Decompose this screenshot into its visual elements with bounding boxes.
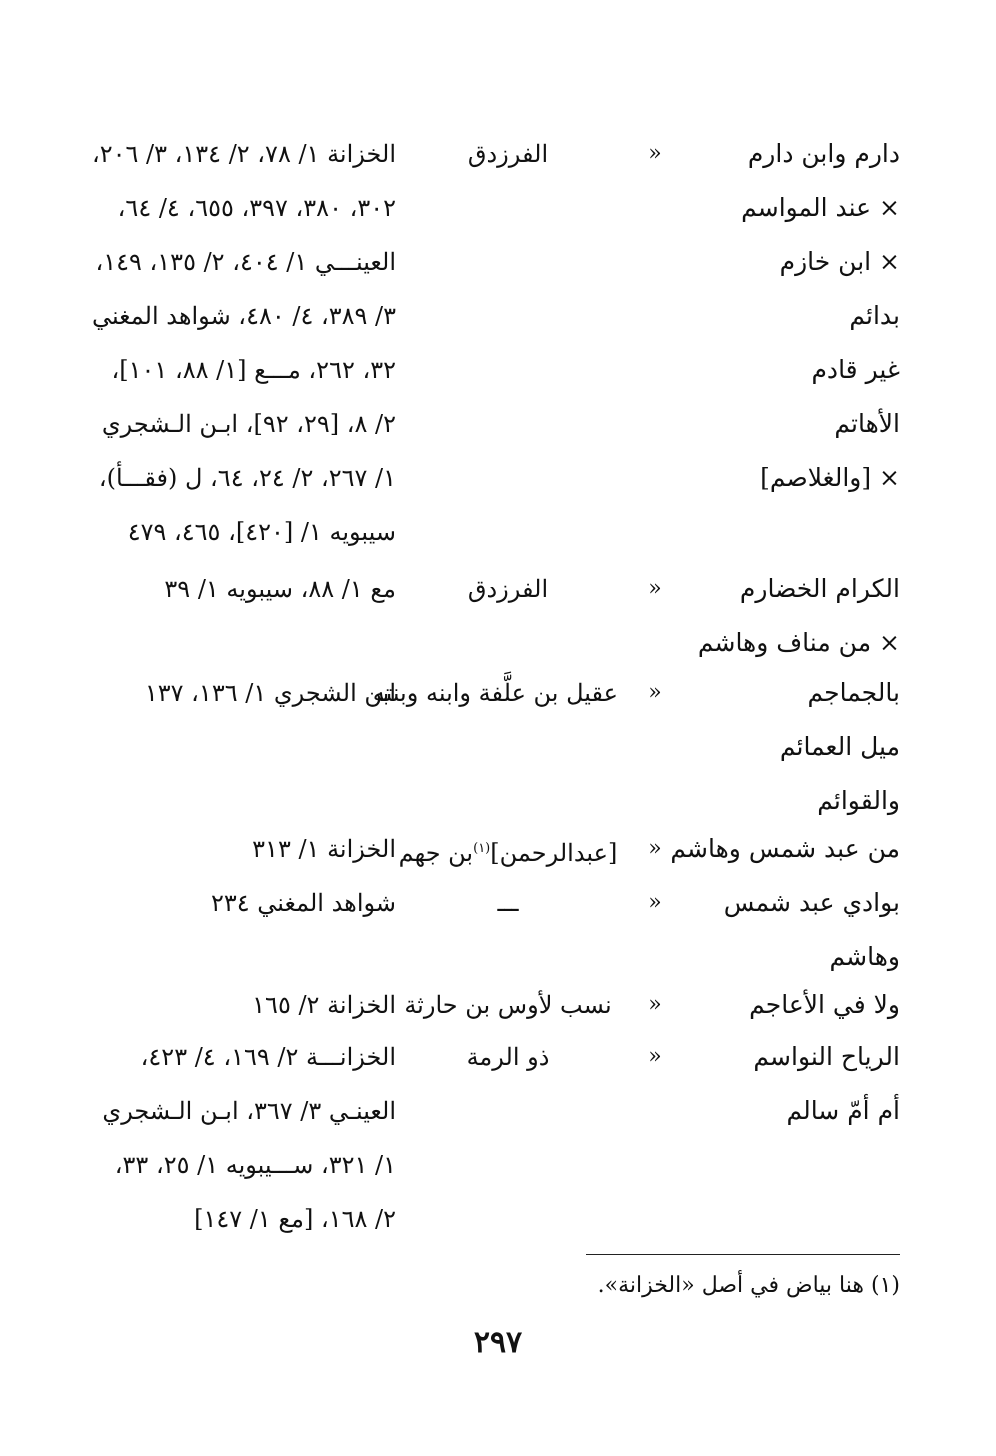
source-reference: ٣٢، ٢٦٢، مـــع [١/ ٨٨، ١٠١]، [111, 356, 396, 384]
entry-line [0, 181, 996, 235]
rhyme-text: × [والغلاصم] [760, 463, 900, 492]
source-reference: العينـــي ١/ ٤٠٤، ٢/ ١٣٥، ١٤٩، [95, 248, 396, 276]
source-reference: ١/ ٢٦٧، ٢/ ٢٤، ٦٤، ل (فقـــأ)، [98, 464, 396, 492]
footnote: (١) هنا بياض في أصل «الخزانة». [597, 1273, 900, 1298]
source-reference: الخزانة ١/ ٣١٣ [252, 835, 396, 863]
rhyme-text [710, 1138, 900, 1192]
source-reference: الخزانة ٢/ ١٦٥ [252, 991, 396, 1019]
ditto-mark: « [648, 576, 662, 601]
entry-line [0, 822, 996, 876]
entry-line [0, 1138, 996, 1192]
page-number: ٢٩٧ [473, 1325, 523, 1360]
poet-name [398, 822, 618, 876]
entry-line [0, 876, 996, 930]
source-reference [60, 720, 396, 774]
entry-line [0, 451, 996, 505]
source-reference [60, 616, 396, 670]
entry-line [0, 1192, 996, 1246]
ditto-mark: « [648, 992, 662, 1017]
source-reference: سيبويه ١/ [٤٢٠]، ٤٦٥، ٤٧٩ [127, 518, 396, 546]
entry-line [0, 289, 996, 343]
source-reference: شواهد المغني ٢٣٤ [210, 889, 396, 917]
ditto-mark: « [648, 890, 662, 915]
footnote-divider [586, 1254, 900, 1255]
ditto-mark: « [648, 680, 662, 705]
rhyme-text: وهاشم [829, 942, 900, 971]
entry-line [0, 343, 996, 397]
rhyme-text: من عبد شمس وهاشم [670, 834, 900, 863]
rhyme-text: بدائم [849, 301, 900, 330]
rhyme-text: الأهاتم [834, 409, 900, 438]
entry-line [0, 397, 996, 451]
rhyme-text: الكرام الخضارم [739, 574, 900, 603]
source-reference: ٣/ ٣٨٩، ٤/ ٤٨٠، شواهد المغني [91, 302, 396, 330]
rhyme-text [710, 1192, 900, 1246]
source-reference: ٢/ ٨، [٢٩، ٩٢]، ابـن الـشجري [101, 410, 396, 438]
entry-line [0, 1084, 996, 1138]
entry-line [0, 505, 996, 559]
poet-name-text: ـــ [497, 889, 519, 917]
entry-line [0, 720, 996, 774]
poet-name-text: الفرزدق [467, 140, 549, 168]
rhyme-text: غير قادم [811, 355, 900, 384]
footnote-marker: (١) [473, 841, 491, 856]
entry-line [0, 235, 996, 289]
ditto-mark: « [648, 141, 662, 166]
rhyme-text: ميل العمائم [779, 732, 900, 761]
rhyme-text: بوادي عبد شمس [723, 888, 900, 917]
rhyme-text: × ابن خازم [779, 247, 900, 276]
source-reference: ٢/ ١٦٨، [مع ١/ ١٤٧] [194, 1205, 396, 1233]
entry-line [0, 666, 996, 720]
rhyme-text: بالجماجم [807, 678, 900, 707]
entry-line [0, 978, 996, 1032]
poet-name [398, 562, 618, 616]
source-reference: ٣٠٢، ٣٨٠، ٣٩٧، ٦٥٥، ٤/ ٦٤، [117, 194, 396, 222]
entry-line [0, 616, 996, 670]
ditto-mark: « [648, 1044, 662, 1069]
source-reference: ابن الشجري ١/ ١٣٦، ١٣٧ [144, 679, 396, 707]
poet-name [398, 1030, 618, 1084]
entry-line [0, 562, 996, 616]
rhyme-text [710, 505, 900, 559]
source-reference: الخزانـــة ٢/ ١٦٩، ٤/ ٤٢٣، [140, 1043, 396, 1071]
poet-name-suffix: بن جهم [398, 839, 474, 867]
poet-name [372, 666, 618, 720]
poet-name [398, 978, 618, 1032]
source-reference: مع ١/ ٨٨، سيبويه ١/ ٣٩ [164, 575, 396, 603]
rhyme-text: × عند المواسم [741, 193, 900, 222]
entry-line [0, 127, 996, 181]
poet-name-text: [عبدالرحمن] [490, 839, 618, 867]
poet-name-text: نسب لأوس بن حارثة [404, 991, 612, 1019]
ditto-mark: « [648, 836, 662, 861]
poet-name [398, 876, 618, 930]
entry-line [0, 774, 996, 828]
source-reference [60, 930, 396, 984]
source-reference: ١/ ٣٢١، ســـيبويه ١/ ٢٥، ٣٣، [114, 1151, 396, 1179]
rhyme-text: والقوائم [817, 786, 900, 815]
poet-name-text: الفرزدق [467, 575, 549, 603]
source-reference: الخزانة ١/ ٧٨، ٢/ ١٣٤، ٣/ ٢٠٦، [91, 140, 396, 168]
poet-name-text: ذو الرمة [466, 1043, 550, 1071]
poet-name-text: عقيل بن علَّفة وابنه وبنته [372, 679, 618, 707]
rhyme-text: ولا في الأعاجم [749, 990, 900, 1019]
poet-name [398, 127, 618, 181]
rhyme-text: الرياح النواسم [753, 1042, 900, 1071]
rhyme-text: أم أمّ سالم [786, 1096, 900, 1125]
source-reference: العينـي ٣/ ٣٦٧، ابـن الـشجري [102, 1097, 396, 1125]
entry-line [0, 1030, 996, 1084]
entry-line [0, 930, 996, 984]
rhyme-text: دارم وابن دارم [747, 139, 900, 168]
source-reference [60, 774, 396, 828]
rhyme-text: × من مناف وهاشم [697, 628, 900, 657]
